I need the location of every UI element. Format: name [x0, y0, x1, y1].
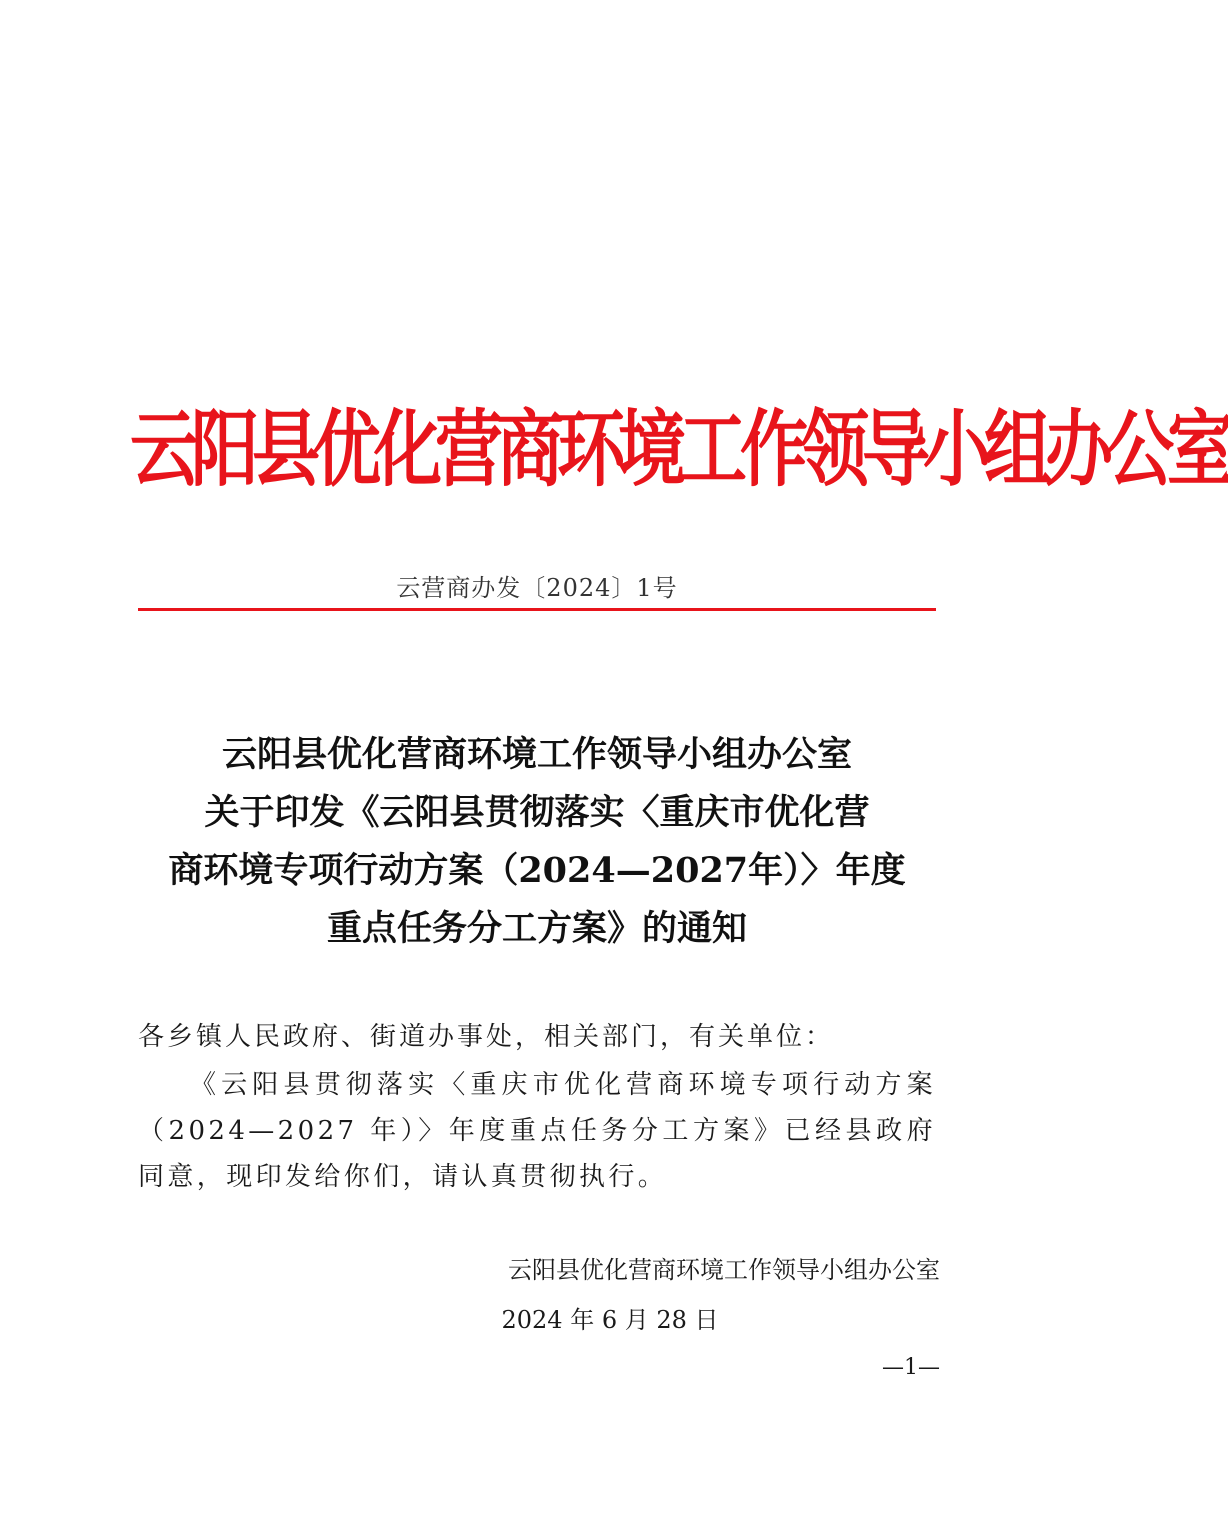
document-number: 云营商办发〔2024〕1号	[396, 574, 678, 602]
page-number: —1—	[882, 1355, 940, 1380]
title-line: 关于印发《云阳县贯彻落实〈重庆市优化营	[204, 792, 870, 833]
title-line: 重点任务分工方案》的通知	[326, 908, 747, 949]
title-line: 商环境专项行动方案（2024—2027年）〉年度	[168, 850, 906, 891]
document-title	[138, 726, 936, 958]
signing-date: 2024 年 6 月 28 日	[501, 1306, 719, 1334]
body-paragraph: 《云阳县贯彻落实〈重庆市优化营商环境专项行动方案（2024—2027 年）〉年度重点任务分工方案》已经县政府同意，现印发给你们，请认真贯彻执行。	[138, 1070, 936, 1192]
salutation: 各乡镇人民政府、街道办事处，相关部门，有关单位：	[138, 1022, 835, 1052]
signing-organization: 云阳县优化营商环境工作领导小组办公室	[508, 1256, 940, 1284]
red-masthead: 云阳县优化营商环境工作领导小组办公室	[130, 402, 1228, 499]
title-line: 云阳县优化营商环境工作领导小组办公室	[221, 734, 852, 775]
red-divider-rule	[138, 608, 936, 611]
